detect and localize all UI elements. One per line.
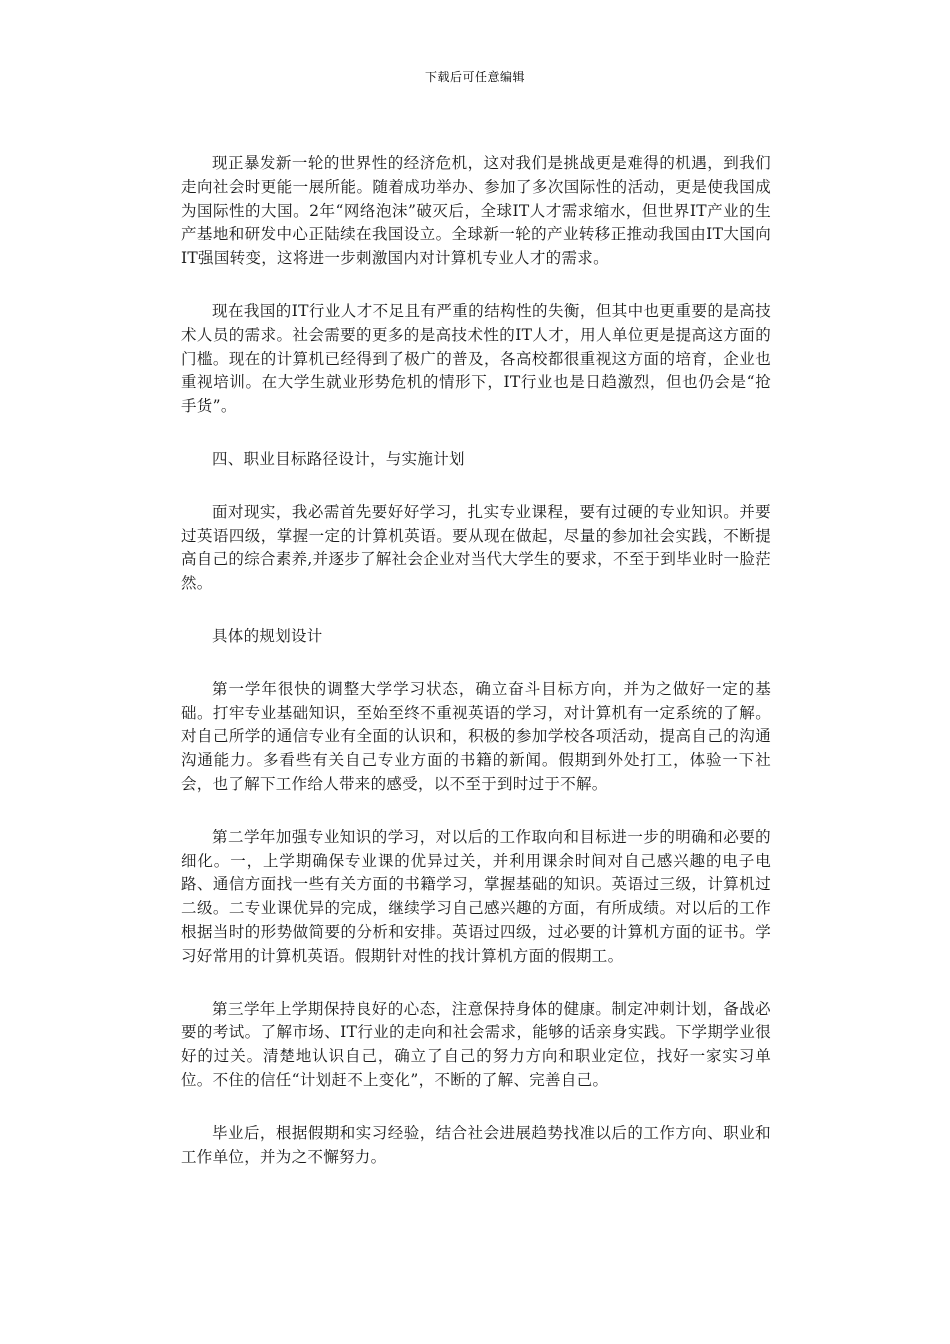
paragraph-first-year: 第一学年很快的调整大学学习状态，确立奋斗目标方向，并为之做好一定的基础。打牢专业基础知识，至始至终不重视英语的学习，对计算机有一定系统的了解。对自己所学的通信专业有全面的认识和，积极的参加学校各项活动，提高自己的沟通沟通能力。多看些有关自己专业方面的书籍的新闻。假期到外处打工，体验一下社会，也了解下工作给人带来的感受，以不至于到时过于不解。 — [181, 679, 771, 793]
paragraph-it-talent-demand: 现在我国的IT行业人才不足且有严重的结构性的失衡，但其中也更重要的是高技术人员的需求。社会需要的更多的是高技术性的IT人才，用人单位更是提高这方面的门槛。现在的计算机已经得到了极广的普及，各高校都很重视这方面的培育，企业也重视培训。在大学生就业形势危机的情形下，IT行业也是日趋激烈，但也仍会是“抢手货”。 — [181, 301, 771, 416]
subheading-detailed-plan: 具体的规划设计 — [212, 626, 323, 645]
section-heading-career-path: 四、职业目标路径设计，与实施计划 — [212, 449, 465, 468]
paragraph-economic-crisis: 现正暴发新一轮的世界性的经济危机，这对我们是挑战更是难得的机遇，到我们走向社会时更能一展所能。随着成功举办、参加了多次国际性的活动，更是使我国成为国际性的大国。2年“网络泡沫”破灭后，全球IT人才需求缩水，但世界IT产业的生产基地和研发中心正陆续在我国设立。全球新一轮的产业转移正推动我国由IT大国向IT强国转变，这将进一步刺激国内对计算机专业人才的需求。 — [181, 154, 771, 268]
paragraph-third-year: 第三学年上学期保持良好的心态，注意保持身体的健康。制定冲刺计划，备战必要的考试。了解市场、IT行业的走向和社会需求，能够的话亲身实践。下学期学业很好的过关。清楚地认识自己，确立了自己的努力方向和职业定位，找好一家实习单位。不住的信任“计划赶不上变化”，不断的了解、完善自己。 — [181, 999, 771, 1089]
document-body — [181, 152, 771, 1198]
paragraph-face-reality: 面对现实，我必需首先要好好学习，扎实专业课程，要有过硬的专业知识。并要过英语四级，掌握一定的计算机英语。要从现在做起，尽量的参加社会实践，不断提高自己的综合素养,并逐步了解社会企业对当代大学生的要求，不至于到毕业时一脸茫然。 — [181, 502, 771, 593]
header-note: 下载后可任意编辑 — [424, 70, 525, 84]
paragraph-second-year: 第二学年加强专业知识的学习，对以后的工作取向和目标进一步的明确和必要的细化。一，上学期确保专业课的优异过关，并利用课余时间对自己感兴趣的电子电路、通信方面找一些有关方面的书籍学习，掌握基础的知识。英语过三级，计算机过二级。二专业课优异的完成，继续学习自己感兴趣的方面，有所成绩。对以后的工作根据当时的形势做简要的分析和安排。英语过四级，过必要的计算机方面的证书。学习好常用的计算机英语。假期针对性的找计算机方面的假期工。 — [181, 827, 771, 965]
paragraph-after-graduation: 毕业后，根据假期和实习经验，结合社会进展趋势找准以后的工作方向、职业和工作单位，并为之不懈努力。 — [181, 1123, 771, 1166]
